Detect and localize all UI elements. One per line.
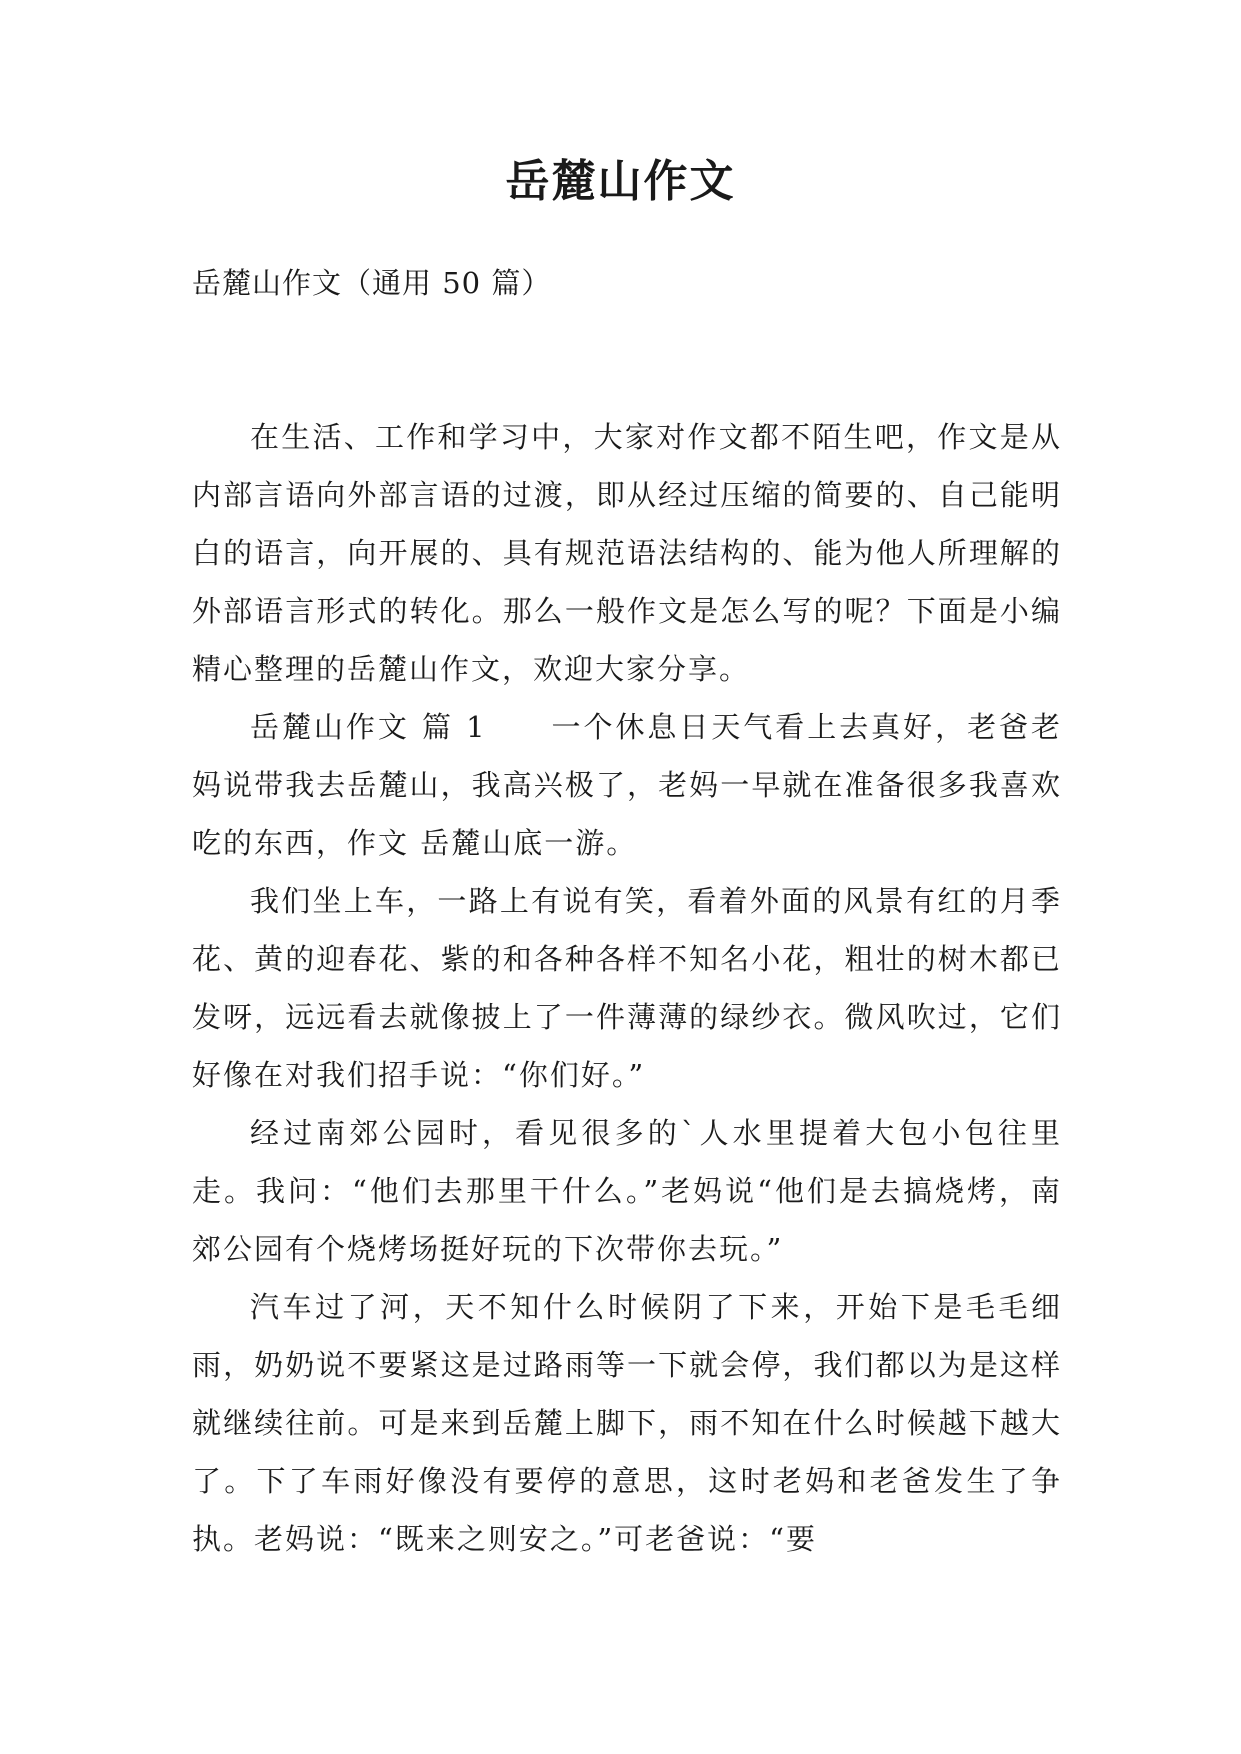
paragraph-rain: 汽车过了河，天不知什么时候阴了下来，开始下是毛毛细雨，奶奶说不要紧这是过路雨等一下就会停，我们都以为是这样就继续往前。可是来到岳麓上脚下，雨不知在什么时候越下越大了。下了车雨好像没有要停的意思，这时老妈和老爸发生了争执。老妈说：“既来之则安之。”可老爸说：“要 xyxy=(192,1290,1062,1556)
document-title: 岳麓山作文 xyxy=(505,156,736,207)
paragraph-essay-1-opening: 岳麓山作文 篇 1 一个休息日天气看上去真好，老爸老妈说带我去岳麓山，我高兴极了，老妈一早就在准备很多我喜欢吃的东西，作文 岳麓山底一游。 xyxy=(192,710,1062,860)
document-body xyxy=(192,408,1062,1568)
paragraph-intro: 在生活、工作和学习中，大家对作文都不陌生吧，作文是从内部言语向外部言语的过渡，即从经过压缩的简要的、自己能明白的语言，向开展的、具有规范语法结构的、能为他人所理解的外部语言形式的转化。那么一般作文是怎么写的呢？下面是小编精心整理的岳麓山作文，欢迎大家分享。 xyxy=(192,420,1062,686)
paragraph-car-ride: 我们坐上车，一路上有说有笑，看着外面的风景有红的月季花、黄的迎春花、紫的和各种各样不知名小花，粗壮的树木都已发呀，远远看去就像披上了一件薄薄的绿纱衣。微风吹过，它们好像在对我们招手说：“你们好。” xyxy=(192,884,1062,1092)
document-subtitle: 岳麓山作文（通用 50 篇） xyxy=(192,266,552,300)
paragraph-south-park: 经过南郊公园时，看见很多的`人水里提着大包小包往里走。我问：“他们去那里干什么。”老妈说“他们是去搞烧烤，南郊公园有个烧烤场挺好玩的下次带你去玩。” xyxy=(192,1116,1062,1266)
